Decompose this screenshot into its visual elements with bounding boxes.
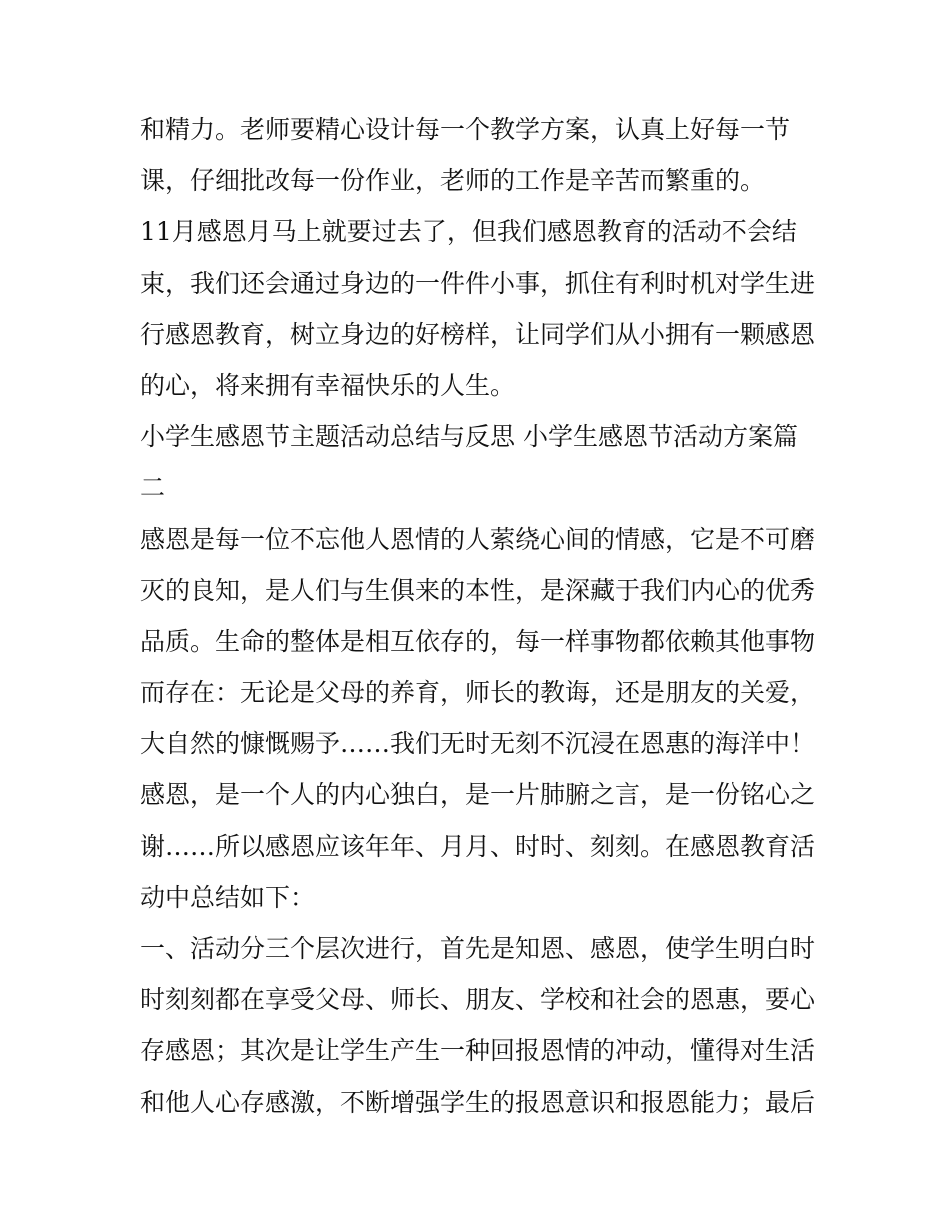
text-line: 谢……所以感恩应该年年、月月、时时、刻刻。在感恩教育活: [140, 831, 816, 861]
section-heading-cont: 二: [140, 473, 166, 503]
text-line: 存感恩；其次是让学生产生一种回报恩情的冲动，懂得对生活: [140, 1036, 816, 1066]
text-line: 灭的良知，是人们与生俱来的本性，是深藏于我们内心的优秀: [140, 575, 816, 605]
text-line: 和精力。老师要精心设计每一个教学方案，认真上好每一节: [140, 115, 791, 144]
text-line: 动中总结如下：: [140, 882, 316, 912]
text-line: 时刻刻都在享受父母、师长、朋友、学校和社会的恩惠，要心: [140, 985, 816, 1015]
text-line: 感恩，是一个人的内心独白，是一片肺腑之言，是一份铭心之: [140, 780, 816, 810]
text-line: 的心，将来拥有幸福快乐的人生。: [140, 370, 516, 400]
body-text: [140, 104, 820, 1128]
text-line: 束，我们还会通过身边的一件件小事，抓住有利时机对学生进: [140, 268, 816, 298]
text-line: 和他人心存感激，不断增强学生的报恩意识和报恩能力；最后: [140, 1087, 816, 1117]
text-line: 11月感恩月马上就要过去了，但我们感恩教育的活动不会结: [140, 217, 797, 247]
section-heading: 小学生感恩节主题活动总结与反思 小学生感恩节活动方案篇: [140, 422, 798, 452]
text-line: 大自然的慷慨赐予……我们无时无刻不沉浸在恩惠的海洋中！: [140, 729, 816, 759]
text-line: 课，仔细批改每一份作业，老师的工作是辛苦而繁重的。: [140, 166, 766, 196]
text-line: 行感恩教育，树立身边的好榜样，让同学们从小拥有一颗感恩: [140, 319, 816, 349]
text-line: 而存在：无论是父母的养育，师长的教诲，还是朋友的关爱，: [140, 678, 816, 708]
text-line: 一、活动分三个层次进行，首先是知恩、感恩，使学生明白时: [140, 934, 816, 963]
text-line: 感恩是每一位不忘他人恩情的人萦绕心间的情感，它是不可磨: [140, 524, 816, 554]
text-line: 品质。生命的整体是相互依存的，每一样事物都依赖其他事物: [140, 626, 816, 656]
